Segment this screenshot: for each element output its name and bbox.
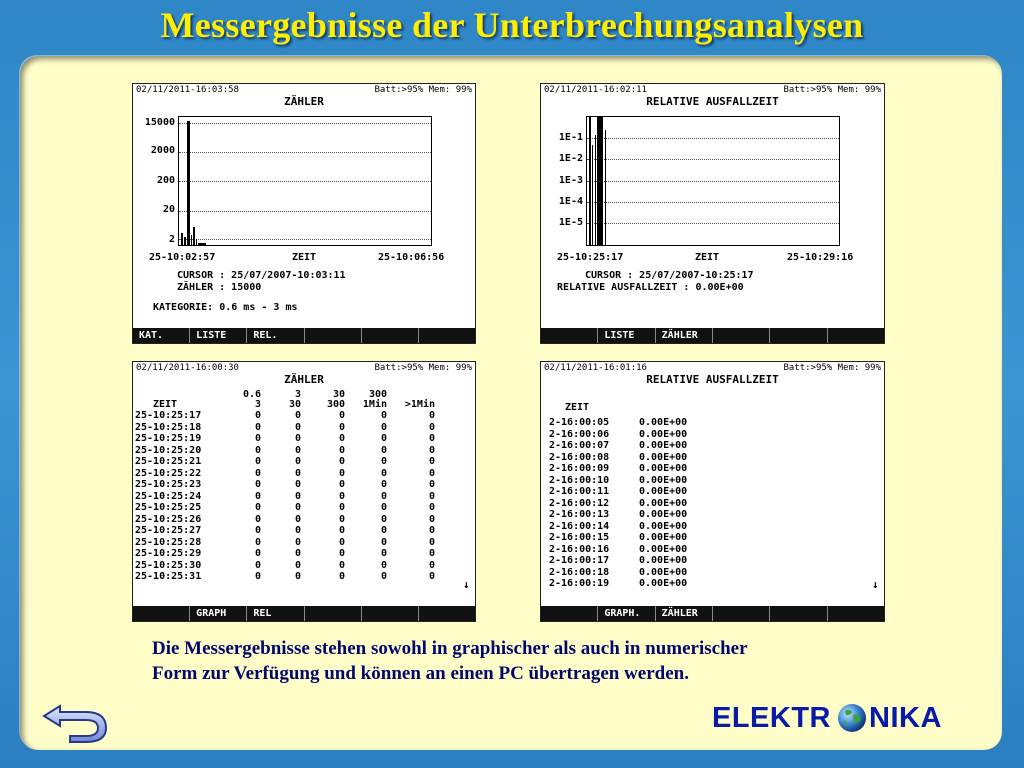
column-header: >1Min bbox=[404, 399, 435, 410]
caption-line: Form zur Verfügung und können an einen PC übertragen werden. bbox=[152, 663, 689, 684]
table-row bbox=[135, 445, 435, 457]
table-cell: 25-10:25:23 bbox=[135, 479, 202, 490]
table-cell: 2-16:00:06 bbox=[549, 428, 610, 440]
table-cell: 0 bbox=[380, 502, 387, 513]
table-cell: 0 bbox=[338, 525, 345, 536]
fkey-empty[interactable] bbox=[769, 606, 826, 621]
table-cell: 0 bbox=[380, 525, 387, 536]
y-tick: 1E-5 bbox=[558, 217, 583, 228]
table-cell: 0 bbox=[380, 513, 387, 525]
table-cell: 0 bbox=[254, 490, 261, 502]
table-row bbox=[135, 560, 435, 572]
fkey-zaehler[interactable]: ZÄHLER bbox=[655, 328, 712, 343]
downtime-bar bbox=[592, 145, 593, 245]
y-tick: 15000 bbox=[144, 117, 175, 128]
table-cell: 2-16:00:11 bbox=[549, 486, 610, 497]
fkey-empty[interactable] bbox=[304, 606, 361, 621]
screen-status: Batt:>95% Mem: 99% bbox=[374, 85, 472, 95]
fkey-empty[interactable] bbox=[769, 328, 826, 343]
table-cell: 0 bbox=[254, 410, 261, 421]
table-cell: 0 bbox=[428, 490, 435, 502]
table-row bbox=[135, 456, 435, 468]
screen-datetime: 02/11/2011-16:00:30 bbox=[136, 363, 239, 373]
fkey-empty[interactable] bbox=[418, 328, 475, 343]
table-row bbox=[135, 514, 435, 526]
table-cell: 0 bbox=[428, 571, 435, 582]
fkey-rel[interactable]: REL. bbox=[246, 328, 303, 343]
table-cell: 25-10:25:25 bbox=[135, 502, 202, 513]
table-cell: 0 bbox=[294, 444, 301, 456]
table-row bbox=[135, 548, 435, 560]
column-header: 1Min bbox=[362, 399, 387, 410]
table-cell: 0.00E+00 bbox=[639, 497, 688, 509]
column-header: 30 bbox=[288, 399, 301, 410]
table-cell: 0 bbox=[428, 536, 435, 548]
table-cell: 0 bbox=[338, 548, 345, 559]
table-cell: 0 bbox=[428, 410, 435, 421]
table-cell: 0 bbox=[254, 421, 261, 433]
table-cell: 0 bbox=[428, 433, 435, 444]
table-cell: 0.00E+00 bbox=[639, 520, 688, 532]
fkey-empty[interactable] bbox=[361, 606, 418, 621]
fkey-graph[interactable]: GRAPH bbox=[189, 606, 246, 621]
table-cell: 0 bbox=[254, 467, 261, 479]
fkey-graph[interactable]: GRAPH. bbox=[597, 606, 654, 621]
grid-line bbox=[587, 181, 839, 182]
table-cell: 0 bbox=[380, 410, 387, 421]
table-cell: 0.00E+00 bbox=[639, 566, 688, 578]
table-cell: 0 bbox=[254, 571, 261, 582]
table-cell: 0 bbox=[254, 548, 261, 559]
table-row bbox=[549, 417, 709, 429]
table-cell: 0 bbox=[380, 490, 387, 502]
table-row bbox=[549, 463, 709, 475]
x-start-label: 25-10:02:57 bbox=[149, 252, 216, 263]
table-cell: 0 bbox=[380, 548, 387, 559]
table-cell: 0 bbox=[294, 410, 301, 421]
table-cell: 0 bbox=[428, 548, 435, 559]
fkey-empty[interactable] bbox=[541, 328, 597, 343]
table-row bbox=[549, 532, 709, 544]
y-tick: 2000 bbox=[150, 145, 175, 156]
table-cell: 0 bbox=[338, 559, 345, 571]
table-cell: 0 bbox=[338, 490, 345, 502]
counter-plot bbox=[178, 116, 432, 246]
table-cell: 0 bbox=[254, 479, 261, 490]
downtime-bar bbox=[589, 117, 591, 245]
category-readout: KATEGORIE: 0.6 ms - 3 ms bbox=[153, 302, 298, 313]
grid-line bbox=[587, 159, 839, 160]
table-cell: 25-10:25:28 bbox=[135, 536, 202, 548]
table-cell: 0.00E+00 bbox=[639, 440, 688, 451]
screen-heading: ZÄHLER bbox=[284, 373, 324, 386]
table-row bbox=[549, 475, 709, 487]
x-start-label: 25-10:25:17 bbox=[557, 252, 624, 263]
back-arrow-icon[interactable] bbox=[40, 700, 110, 744]
table-row bbox=[135, 491, 435, 503]
screen-datetime: 02/11/2011-16:01:16 bbox=[544, 363, 647, 373]
table-cell: 0 bbox=[428, 502, 435, 513]
fkey-liste[interactable]: LISTE bbox=[597, 328, 654, 343]
table-cell: 25-10:25:17 bbox=[135, 410, 202, 421]
table-cell: 25-10:25:31 bbox=[135, 571, 202, 582]
table-cell: 0 bbox=[338, 421, 345, 433]
table-cell: 2-16:00:12 bbox=[549, 497, 610, 509]
column-header-zeit: ZEIT bbox=[565, 402, 590, 413]
screen-datetime: 02/11/2011-16:02:11 bbox=[544, 85, 647, 95]
table-cell: 0 bbox=[254, 433, 261, 444]
histogram-bar bbox=[191, 235, 192, 245]
table-cell: 0 bbox=[254, 502, 261, 513]
table-header-row bbox=[135, 400, 435, 410]
function-key-bar bbox=[133, 606, 475, 621]
column-header-top bbox=[135, 390, 231, 400]
table-cell: 0 bbox=[428, 525, 435, 536]
column-header-top: 30 bbox=[332, 389, 345, 400]
table-cell: 0 bbox=[294, 513, 301, 525]
function-key-bar bbox=[133, 328, 475, 343]
column-header-top: 3 bbox=[294, 389, 301, 400]
grid-line bbox=[179, 152, 431, 153]
downtime-plot bbox=[586, 116, 840, 246]
downtime-table bbox=[549, 417, 709, 590]
table-row bbox=[135, 410, 435, 422]
table-row bbox=[549, 567, 709, 579]
table-cell: 2-16:00:09 bbox=[549, 463, 610, 474]
caption-line: Die Messergebnisse stehen sowohl in graphischer als auch in numerischer bbox=[152, 638, 748, 659]
screen-heading: RELATIVE AUSFALLZEIT bbox=[646, 95, 779, 108]
column-header: 300 bbox=[326, 399, 345, 410]
table-cell: 0.00E+00 bbox=[639, 451, 688, 463]
y-tick: 2 bbox=[168, 234, 175, 245]
y-tick: 1E-3 bbox=[558, 175, 583, 186]
screen-status: Batt:>95% Mem: 99% bbox=[783, 85, 881, 95]
table-cell: 0 bbox=[380, 479, 387, 490]
table-cell: 0 bbox=[294, 559, 301, 571]
grid-line bbox=[179, 239, 431, 240]
table-cell: 0 bbox=[338, 502, 345, 513]
table-cell: 0 bbox=[294, 536, 301, 548]
table-row bbox=[549, 521, 709, 533]
table-cell: 2-16:00:08 bbox=[549, 451, 610, 463]
screen-status: Batt:>95% Mem: 99% bbox=[783, 363, 881, 373]
x-end-label: 25-10:29:16 bbox=[787, 252, 854, 263]
table-cell: 0 bbox=[294, 548, 301, 559]
screen-relative-downtime-table bbox=[540, 361, 885, 622]
table-cell: 25-10:25:26 bbox=[135, 513, 202, 525]
table-cell: 0 bbox=[254, 525, 261, 536]
y-tick: 20 bbox=[162, 204, 175, 215]
table-row bbox=[549, 440, 709, 452]
fkey-kat[interactable]: KAT. bbox=[139, 330, 164, 341]
fkey-empty[interactable] bbox=[712, 328, 769, 343]
table-cell: 25-10:25:21 bbox=[135, 456, 202, 467]
histogram-bar bbox=[198, 243, 206, 245]
scroll-down-arrow-icon[interactable]: ↓ bbox=[872, 578, 879, 591]
table-cell: 25-10:25:20 bbox=[135, 444, 202, 456]
screen-heading: RELATIVE AUSFALLZEIT bbox=[646, 373, 779, 386]
table-cell: 25-10:25:19 bbox=[135, 433, 202, 444]
table-cell: 2-16:00:15 bbox=[549, 532, 610, 543]
logo-text-right: NIKA bbox=[869, 701, 942, 734]
grid-line bbox=[587, 202, 839, 203]
table-cell: 0 bbox=[338, 456, 345, 467]
downtime-bar bbox=[595, 135, 596, 245]
table-cell: 0.00E+00 bbox=[639, 578, 688, 589]
y-tick: 1E-4 bbox=[558, 196, 583, 207]
screen-heading: ZÄHLER bbox=[284, 95, 324, 108]
column-header-top: 300 bbox=[368, 389, 387, 400]
table-cell: 0 bbox=[380, 444, 387, 456]
screen-status: Batt:>95% Mem: 99% bbox=[374, 363, 472, 373]
fkey-empty[interactable] bbox=[361, 328, 418, 343]
table-row bbox=[549, 578, 709, 590]
table-cell: 2-16:00:16 bbox=[549, 543, 610, 555]
table-cell: 0 bbox=[254, 444, 261, 456]
function-key-bar bbox=[541, 606, 884, 621]
table-cell: 0 bbox=[254, 456, 261, 467]
table-cell: 0 bbox=[338, 571, 345, 582]
globe-icon bbox=[837, 703, 867, 733]
table-cell: 0.00E+00 bbox=[639, 428, 688, 440]
table-cell: 25-10:25:22 bbox=[135, 467, 202, 479]
table-row bbox=[135, 433, 435, 445]
table-cell: 25-10:25:24 bbox=[135, 490, 202, 502]
table-cell: 2-16:00:19 bbox=[549, 578, 610, 589]
table-cell: 0.00E+00 bbox=[639, 509, 688, 520]
histogram-bar bbox=[181, 233, 183, 245]
table-cell: 25-10:25:18 bbox=[135, 421, 202, 433]
table-cell: 0 bbox=[338, 433, 345, 444]
fkey-empty[interactable] bbox=[827, 606, 884, 621]
table-cell: 2-16:00:07 bbox=[549, 440, 610, 451]
table-row bbox=[135, 537, 435, 549]
fkey-liste[interactable]: LISTE bbox=[189, 328, 246, 343]
table-cell: 0.00E+00 bbox=[639, 543, 688, 555]
table-cell: 0.00E+00 bbox=[639, 474, 688, 486]
screen-relative-downtime-graph bbox=[540, 83, 885, 344]
table-row bbox=[135, 571, 435, 583]
cursor-readout: CURSOR : 25/07/2007-10:03:11 bbox=[177, 270, 346, 281]
table-cell: 0 bbox=[428, 479, 435, 490]
fkey-empty[interactable] bbox=[304, 328, 361, 343]
company-logo bbox=[712, 698, 942, 738]
table-cell: 0 bbox=[338, 513, 345, 525]
table-cell: 0.00E+00 bbox=[639, 463, 688, 474]
table-cell: 25-10:25:30 bbox=[135, 559, 202, 571]
table-cell: 0 bbox=[294, 502, 301, 513]
table-cell: 0 bbox=[428, 444, 435, 456]
table-cell: 0 bbox=[294, 490, 301, 502]
table-row bbox=[549, 452, 709, 464]
table-cell: 0.00E+00 bbox=[639, 532, 688, 543]
table-cell: 0 bbox=[294, 456, 301, 467]
table-cell: 0 bbox=[338, 479, 345, 490]
table-cell: 0 bbox=[254, 559, 261, 571]
table-cell: 0 bbox=[380, 456, 387, 467]
table-cell: 2-16:00:18 bbox=[549, 566, 610, 578]
table-cell: 0 bbox=[428, 559, 435, 571]
table-row bbox=[135, 502, 435, 514]
table-cell: 0 bbox=[380, 536, 387, 548]
x-end-label: 25-10:06:56 bbox=[378, 252, 445, 263]
table-cell: 25-10:25:27 bbox=[135, 525, 202, 536]
histogram-bar bbox=[184, 237, 186, 245]
table-cell: 2-16:00:14 bbox=[549, 520, 610, 532]
table-cell: 0 bbox=[254, 536, 261, 548]
table-cell: 0.00E+00 bbox=[639, 417, 688, 428]
y-tick: 1E-1 bbox=[558, 132, 583, 143]
table-cell: 0 bbox=[380, 571, 387, 582]
table-cell: 2-16:00:05 bbox=[549, 417, 610, 428]
x-axis-label: ZEIT bbox=[695, 252, 720, 263]
caption-text bbox=[152, 636, 912, 686]
histogram-bar bbox=[193, 227, 195, 245]
function-key-bar bbox=[541, 328, 884, 343]
table-cell: 0 bbox=[294, 467, 301, 479]
table-cell: 0 bbox=[428, 456, 435, 467]
screen-datetime: 02/11/2011-16:03:58 bbox=[136, 85, 239, 95]
table-cell: 0 bbox=[428, 421, 435, 433]
downtime-bar bbox=[605, 130, 606, 245]
table-cell: 0 bbox=[338, 444, 345, 456]
table-cell: 0 bbox=[380, 433, 387, 444]
table-cell: 2-16:00:13 bbox=[549, 509, 610, 520]
table-row bbox=[135, 468, 435, 480]
table-row bbox=[549, 544, 709, 556]
x-axis-label: ZEIT bbox=[292, 252, 317, 263]
histogram-bar bbox=[196, 239, 197, 245]
fkey-empty[interactable] bbox=[712, 606, 769, 621]
grid-line bbox=[587, 223, 839, 224]
table-cell: 0 bbox=[338, 410, 345, 421]
logo-text-left: ELEKTR bbox=[712, 701, 831, 734]
grid-line bbox=[587, 138, 839, 139]
back-arrow-svg bbox=[40, 700, 110, 744]
table-row bbox=[135, 525, 435, 537]
fkey-empty[interactable] bbox=[827, 328, 884, 343]
table-cell: 0 bbox=[338, 467, 345, 479]
table-cell: 0.00E+00 bbox=[639, 555, 688, 566]
grid-line bbox=[179, 181, 431, 182]
fkey-empty[interactable] bbox=[133, 606, 189, 621]
table-row bbox=[135, 422, 435, 434]
grid-line bbox=[179, 123, 431, 124]
table-row bbox=[549, 555, 709, 567]
screen-counter-table bbox=[132, 361, 476, 622]
fkey-empty[interactable] bbox=[418, 606, 475, 621]
table-cell: 0 bbox=[294, 433, 301, 444]
table-row bbox=[135, 479, 435, 491]
scroll-down-arrow-icon[interactable]: ↓ bbox=[463, 578, 470, 591]
page-title: Messergebnisse der Unterbrechungsanalysen bbox=[160, 5, 864, 45]
cursor-readout: CURSOR : 25/07/2007-10:25:17 bbox=[585, 270, 754, 281]
y-tick: 200 bbox=[156, 175, 175, 186]
column-header: 3 bbox=[254, 399, 261, 410]
y-tick: 1E-2 bbox=[558, 153, 583, 164]
fkey-rel[interactable]: REL bbox=[246, 606, 303, 621]
table-cell: 2-16:00:17 bbox=[549, 555, 610, 566]
column-header-top: 0.6 bbox=[242, 389, 261, 400]
table-cell: 0 bbox=[294, 479, 301, 490]
table-cell: 0.00E+00 bbox=[639, 486, 688, 497]
table-cell: 25-10:25:29 bbox=[135, 548, 202, 559]
table-cell: 0 bbox=[294, 571, 301, 582]
table-cell: 2-16:00:10 bbox=[549, 474, 610, 486]
table-cell: 0 bbox=[380, 559, 387, 571]
table-header-row bbox=[135, 390, 435, 400]
table-row bbox=[549, 429, 709, 441]
counter-table bbox=[135, 390, 435, 583]
table-cell: 0 bbox=[294, 525, 301, 536]
table-cell: 0 bbox=[428, 467, 435, 479]
table-cell: 0 bbox=[380, 467, 387, 479]
table-cell: 0 bbox=[338, 536, 345, 548]
downtime-readout: RELATIVE AUSFALLZEIT : 0.00E+00 bbox=[557, 282, 744, 293]
fkey-zaehler[interactable]: ZÄHLER bbox=[655, 606, 712, 621]
table-row bbox=[549, 486, 709, 498]
histogram-bar bbox=[187, 121, 190, 245]
table-cell: 0 bbox=[254, 513, 261, 525]
screen-counter-graph bbox=[132, 83, 476, 344]
table-row bbox=[549, 509, 709, 521]
counter-readout: ZÄHLER : 15000 bbox=[177, 282, 262, 293]
table-row bbox=[549, 498, 709, 510]
downtime-bar bbox=[597, 117, 603, 245]
table-cell: 0 bbox=[380, 421, 387, 433]
table-cell: 0 bbox=[428, 513, 435, 525]
grid-line bbox=[179, 211, 431, 212]
fkey-empty[interactable] bbox=[541, 606, 597, 621]
table-cell: 0 bbox=[294, 421, 301, 433]
column-header: ZEIT bbox=[153, 399, 178, 410]
